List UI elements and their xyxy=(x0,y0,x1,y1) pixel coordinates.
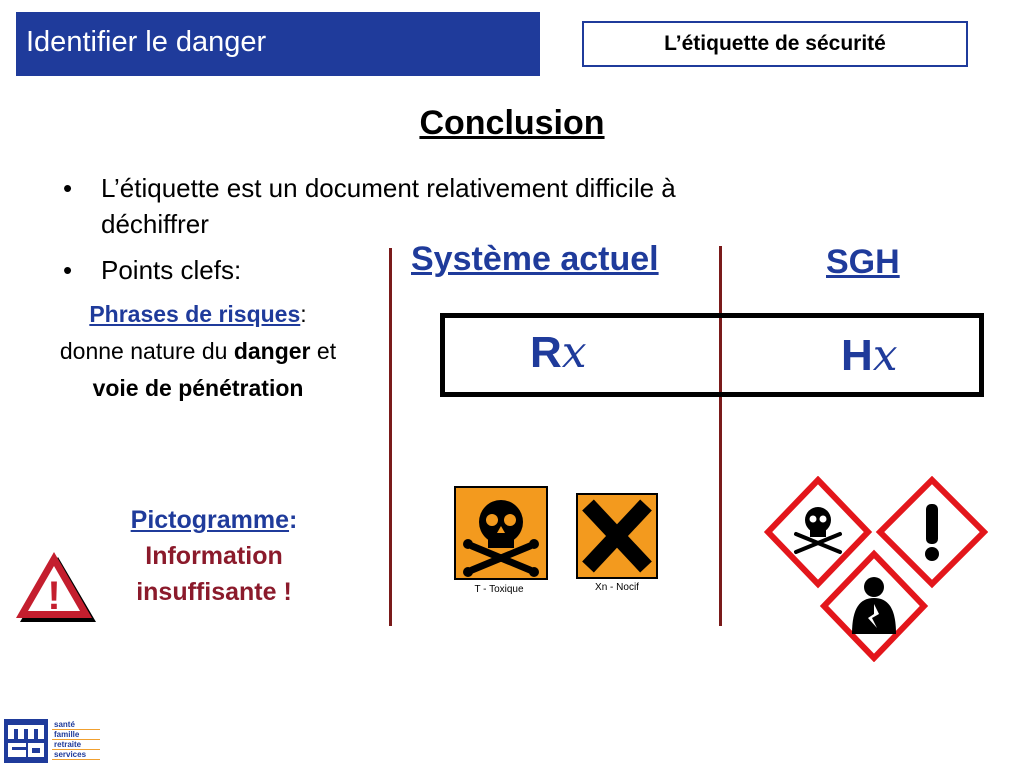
warning-triangle-icon xyxy=(14,548,98,624)
harmful-cross-icon xyxy=(576,493,658,579)
column-sgh: SGH xyxy=(826,243,900,281)
slide-title: Identifier le danger xyxy=(26,26,267,58)
ghs-skull-icon xyxy=(768,480,868,584)
bullet-text-continued: déchiffrer xyxy=(101,209,209,239)
bullet-marker: • xyxy=(63,173,73,203)
bullet-marker: • xyxy=(63,255,73,285)
pictogram-note xyxy=(96,502,332,610)
msa-item: santé xyxy=(52,720,100,730)
ghs-pictograms xyxy=(764,476,988,662)
risk-text-a: donne nature du xyxy=(59,338,234,364)
section-tag: L’étiquette de sécurité xyxy=(582,21,968,67)
warning-glyph: ! xyxy=(47,574,61,618)
pictogram-line2: Information xyxy=(145,542,283,570)
msa-logo-icon xyxy=(4,719,48,763)
ghs-exclamation-icon xyxy=(880,480,984,584)
r-letter: R xyxy=(530,328,562,377)
symbol-box xyxy=(440,313,984,397)
ghs-health-hazard-icon xyxy=(824,554,924,658)
pictogram-line3: insuffisante ! xyxy=(136,578,292,606)
title-bar xyxy=(16,12,540,76)
risk-text-b: et xyxy=(310,338,337,364)
h-phrase-symbol xyxy=(841,330,898,381)
bullet-item-label xyxy=(63,170,821,242)
column-divider-right xyxy=(719,246,722,626)
pictogram-term: Pictogramme xyxy=(130,506,290,534)
skull-crossbones-icon xyxy=(454,486,548,580)
bullet-text: Points clefs: xyxy=(101,255,242,285)
h-variable: x xyxy=(872,330,898,381)
colon: : xyxy=(300,301,307,327)
column-current-system: Système actuel xyxy=(411,240,659,278)
bullet-item-keypoints xyxy=(63,252,242,288)
bullet-text: L’étiquette est un document relativement difficile à xyxy=(101,173,676,203)
r-variable: x xyxy=(561,327,587,378)
risk-line3: voie de pénétration xyxy=(92,375,304,401)
h-letter: H xyxy=(841,331,873,380)
column-divider-left xyxy=(389,248,392,626)
harmful-caption: Xn - Nocif xyxy=(595,582,639,593)
slide-heading: Conclusion xyxy=(419,104,605,142)
risk-phrases-term: Phrases de risques xyxy=(89,301,301,327)
r-phrase-symbol xyxy=(530,327,587,378)
msa-item: famille xyxy=(52,730,100,740)
msa-item: retraite xyxy=(52,740,100,750)
msa-services-list xyxy=(52,720,100,760)
colon: : xyxy=(289,506,298,534)
msa-logo xyxy=(4,719,48,763)
toxic-caption: T - Toxique xyxy=(474,584,524,595)
risk-danger-word: danger xyxy=(233,338,311,364)
msa-item: services xyxy=(52,750,100,760)
risk-phrases-note xyxy=(0,296,396,407)
